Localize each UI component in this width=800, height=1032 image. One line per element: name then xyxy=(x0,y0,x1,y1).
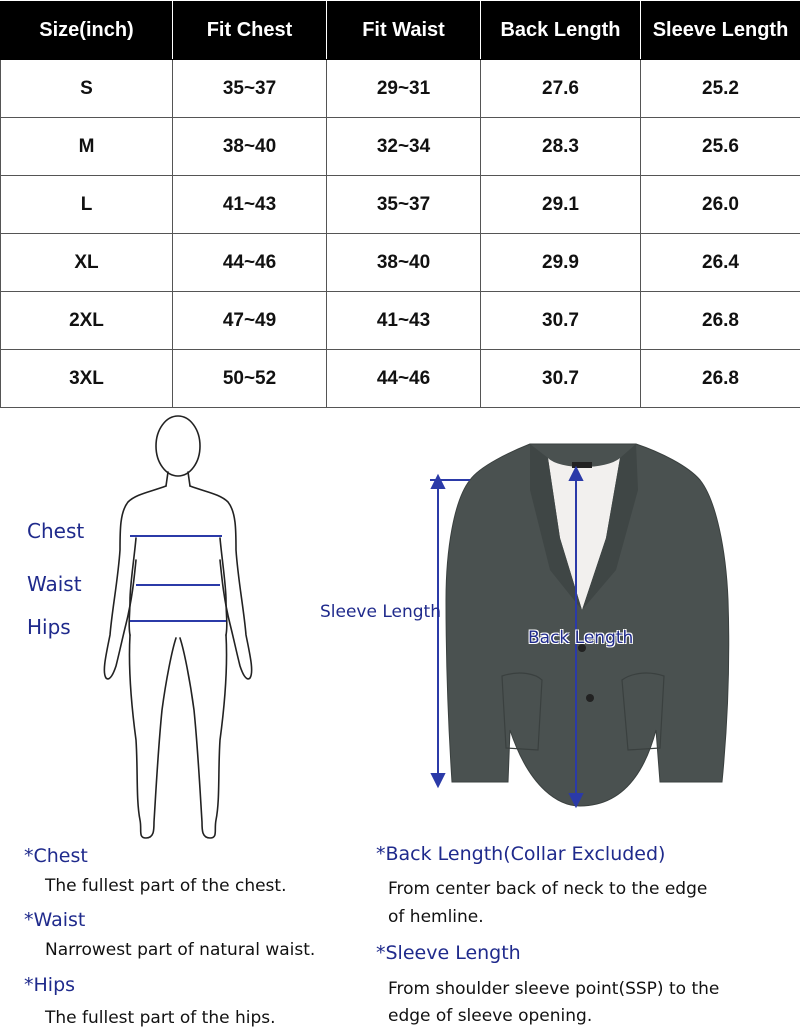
back-length-definition-line2: of hemline. xyxy=(388,903,484,931)
cell-back-length: 30.7 xyxy=(481,350,641,408)
header-size: Size(inch) xyxy=(1,1,173,60)
cell-back-length: 29.1 xyxy=(481,176,641,234)
cell-fit-waist: 29~31 xyxy=(327,60,481,118)
cell-fit-chest: 35~37 xyxy=(173,60,327,118)
cell-back-length: 29.9 xyxy=(481,234,641,292)
sleeve-length-definition-line2: edge of sleeve opening. xyxy=(388,1002,592,1030)
body-silhouette-figure xyxy=(100,410,260,850)
cell-back-length: 30.7 xyxy=(481,292,641,350)
sleeve-length-definition-title: *Sleeve Length xyxy=(376,942,521,964)
hips-definition-title: *Hips xyxy=(24,974,75,996)
table-row xyxy=(1,176,800,234)
table-row xyxy=(1,60,800,118)
cell-fit-chest: 47~49 xyxy=(173,292,327,350)
header-back-length: Back Length xyxy=(481,1,641,60)
header-fit-chest: Fit Chest xyxy=(173,1,327,60)
table-row xyxy=(1,118,800,176)
table-row xyxy=(1,350,800,408)
chest-definition-text: The fullest part of the chest. xyxy=(45,872,286,900)
hips-label: Hips xyxy=(27,615,71,639)
cell-fit-chest: 50~52 xyxy=(173,350,327,408)
back-length-definition-title: *Back Length(Collar Excluded) xyxy=(376,843,665,865)
waist-definition-text: Narrowest part of natural waist. xyxy=(45,936,315,964)
hips-definition-text: The fullest part of the hips. xyxy=(45,1004,276,1032)
cell-fit-waist: 38~40 xyxy=(327,234,481,292)
table-header-row xyxy=(1,1,800,60)
back-length-label: Back Length xyxy=(528,628,633,648)
cell-fit-chest: 44~46 xyxy=(173,234,327,292)
cell-fit-waist: 41~43 xyxy=(327,292,481,350)
back-length-definition-line1: From center back of neck to the edge xyxy=(388,875,707,903)
cell-sleeve-length: 25.6 xyxy=(641,118,800,176)
cell-back-length: 27.6 xyxy=(481,60,641,118)
cell-fit-waist: 32~34 xyxy=(327,118,481,176)
table-row xyxy=(1,292,800,350)
cell-size: XL xyxy=(1,234,173,292)
size-chart-table xyxy=(0,0,800,408)
cell-size: 2XL xyxy=(1,292,173,350)
cell-back-length: 28.3 xyxy=(481,118,641,176)
cell-sleeve-length: 26.4 xyxy=(641,234,800,292)
cell-fit-waist: 35~37 xyxy=(327,176,481,234)
waist-label: Waist xyxy=(27,572,82,596)
cell-fit-waist: 44~46 xyxy=(327,350,481,408)
cell-size: S xyxy=(1,60,173,118)
cell-size: 3XL xyxy=(1,350,173,408)
jacket-figure xyxy=(410,430,740,812)
cell-sleeve-length: 26.8 xyxy=(641,292,800,350)
header-fit-waist: Fit Waist xyxy=(327,1,481,60)
waist-definition-title: *Waist xyxy=(24,909,85,931)
table-row xyxy=(1,234,800,292)
cell-sleeve-length: 25.2 xyxy=(641,60,800,118)
sleeve-length-label: Sleeve Length xyxy=(320,602,441,622)
chest-definition-title: *Chest xyxy=(24,845,88,867)
cell-sleeve-length: 26.0 xyxy=(641,176,800,234)
cell-size: M xyxy=(1,118,173,176)
sleeve-length-definition-line1: From shoulder sleeve point(SSP) to the xyxy=(388,975,719,1003)
cell-sleeve-length: 26.8 xyxy=(641,350,800,408)
chest-label: Chest xyxy=(27,519,84,543)
cell-fit-chest: 41~43 xyxy=(173,176,327,234)
header-sleeve-length: Sleeve Length xyxy=(641,1,800,60)
cell-size: L xyxy=(1,176,173,234)
cell-fit-chest: 38~40 xyxy=(173,118,327,176)
